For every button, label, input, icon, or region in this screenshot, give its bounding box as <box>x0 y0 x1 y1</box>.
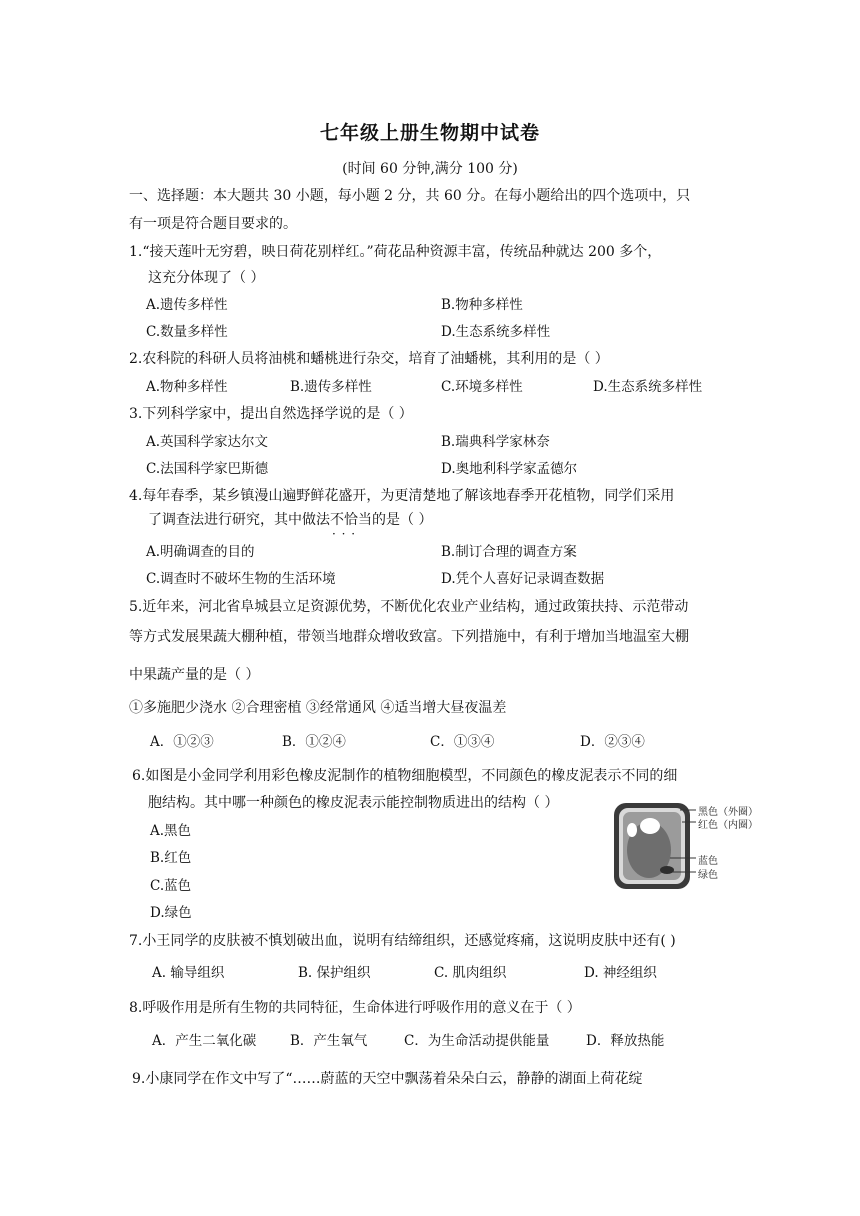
exam-time-score: (时间 60 分钟,满分 100 分) <box>342 161 518 177</box>
question-5-stem-cont2: 中果蔬产量的是（ ） <box>129 667 260 683</box>
label-green: 绿色 <box>698 870 718 881</box>
question-4-option-b: B.制订合理的调查方案 <box>441 544 577 560</box>
label-black: 黑色（外圈） <box>698 807 758 818</box>
question-3-option-c: C.法国科学家巴斯德 <box>146 461 269 477</box>
question-2-stem: 2.农科院的科研人员将油桃和蟠桃进行杂交，培育了油蟠桃，其利用的是（ ） <box>129 351 609 367</box>
question-1-option-d: D.生态系统多样性 <box>441 324 551 340</box>
question-6-stem: 6.如图是小金同学利用彩色橡皮泥制作的植物细胞模型，不同颜色的橡皮泥表示不同的细 <box>132 768 678 784</box>
question-7-option-a: A. 输导组织 <box>152 965 225 981</box>
section-instructions-line1: 一、选择题：本大题共 30 小题，每小题 2 分，共 60 分。在每小题给出的四个选项中，只 <box>129 188 691 204</box>
question-4-text-c: 的是（ ） <box>372 512 433 528</box>
nucleus <box>640 818 660 834</box>
question-5-option-a: A．①②③ <box>150 734 214 750</box>
question-4-stem: 4.每年春季，某乡镇漫山遍野鲜花盛开，为更清楚地了解该地春季开花植物，同学们采用 <box>129 488 675 504</box>
question-1-option-b: B.物种多样性 <box>441 297 523 313</box>
question-5-option-b: B．①②④ <box>282 734 346 750</box>
chloroplast <box>660 866 674 874</box>
question-8-option-c: C．为生命活动提供能量 <box>404 1033 550 1049</box>
plant-cell-model-figure <box>612 800 760 892</box>
question-8-option-d: D．释放热能 <box>586 1033 665 1049</box>
question-6-stem-cont: 胞结构。其中哪一种颜色的橡皮泥表示能控制物质进出的结构（ ） <box>148 795 559 811</box>
question-4-text-a: 了调查法进行研究，其中做法 <box>148 512 330 528</box>
question-4-emphasis: 不恰当 · · · <box>330 512 372 528</box>
question-2-option-d: D.生态系统多样性 <box>593 379 703 395</box>
question-6-option-b: B.红色 <box>150 850 192 866</box>
question-7-option-b: B. 保护组织 <box>298 965 371 981</box>
question-3-option-a: A.英国科学家达尔文 <box>146 434 269 450</box>
question-3-option-b: B.瑞典科学家林奈 <box>441 434 550 450</box>
question-5-statements: ①多施肥少浇水 ②合理密植 ③经常通风 ④适当增大昼夜温差 <box>129 700 507 716</box>
question-7-stem: 7.小王同学的皮肤被不慎划破出血，说明有结缔组织，还感觉疼痛，这说明皮肤中还有( ) <box>129 933 676 949</box>
question-5-stem: 5.近年来，河北省阜城县立足资源优势，不断优化农业产业结构，通过政策扶持、示范带动 <box>129 599 689 615</box>
label-red: 红色（内圈） <box>698 820 758 831</box>
question-6-option-d: D.绿色 <box>150 905 192 921</box>
question-7-option-d: D. 神经组织 <box>584 965 657 981</box>
question-6-option-a: A.黑色 <box>150 823 192 839</box>
question-4-option-a: A.明确调查的目的 <box>146 544 255 560</box>
page-title: 七年级上册生物期中试卷 <box>319 122 540 144</box>
question-2-option-c: C.环境多样性 <box>441 379 523 395</box>
question-1-stem: 1.“接天莲叶无穷碧，映日荷花别样红。”荷花品种资源丰富，传统品种就达 200 多个， <box>129 244 662 260</box>
label-blue: 蓝色 <box>698 856 718 867</box>
question-5-stem-cont1: 等方式发展果蔬大棚种植，带领当地群众增收致富。下列措施中，有利于增加当地温室大棚 <box>129 629 689 645</box>
question-1-stem-cont: 这充分体现了（ ） <box>148 270 265 286</box>
white-spot <box>627 823 637 837</box>
question-6-option-c: C.蓝色 <box>150 878 192 894</box>
question-3-option-d: D.奥地利科学家孟德尔 <box>441 461 578 477</box>
question-3-stem: 3.下列科学家中，提出自然选择学说的是（ ） <box>129 406 413 422</box>
question-8-stem: 8.呼吸作用是所有生物的共同特征，生命体进行呼吸作用的意义在于（ ） <box>129 1000 581 1016</box>
question-5-option-d: D．②③④ <box>580 734 645 750</box>
question-2-option-b: B.遗传多样性 <box>290 379 372 395</box>
question-9-stem: 9.小康同学在作文中写了“……蔚蓝的天空中飘荡着朵朵白云，静静的湖面上荷花绽 <box>132 1071 643 1087</box>
question-4-option-d: D.凭个人喜好记录调查数据 <box>441 571 605 587</box>
question-4-stem-cont <box>148 510 432 530</box>
question-8-option-a: A．产生二氧化碳 <box>152 1033 257 1049</box>
section-instructions-line2: 有一项是符合题目要求的。 <box>129 216 297 232</box>
question-5-option-c: C．①③④ <box>430 734 495 750</box>
question-8-option-b: B．产生氧气 <box>290 1033 368 1049</box>
question-7-option-c: C. 肌肉组织 <box>434 965 507 981</box>
question-1-option-c: C.数量多样性 <box>146 324 228 340</box>
question-1-option-a: A.遗传多样性 <box>146 297 228 313</box>
question-2-option-a: A.物种多样性 <box>146 379 228 395</box>
question-4-option-c: C.调查时不破坏生物的生活环境 <box>146 571 336 587</box>
